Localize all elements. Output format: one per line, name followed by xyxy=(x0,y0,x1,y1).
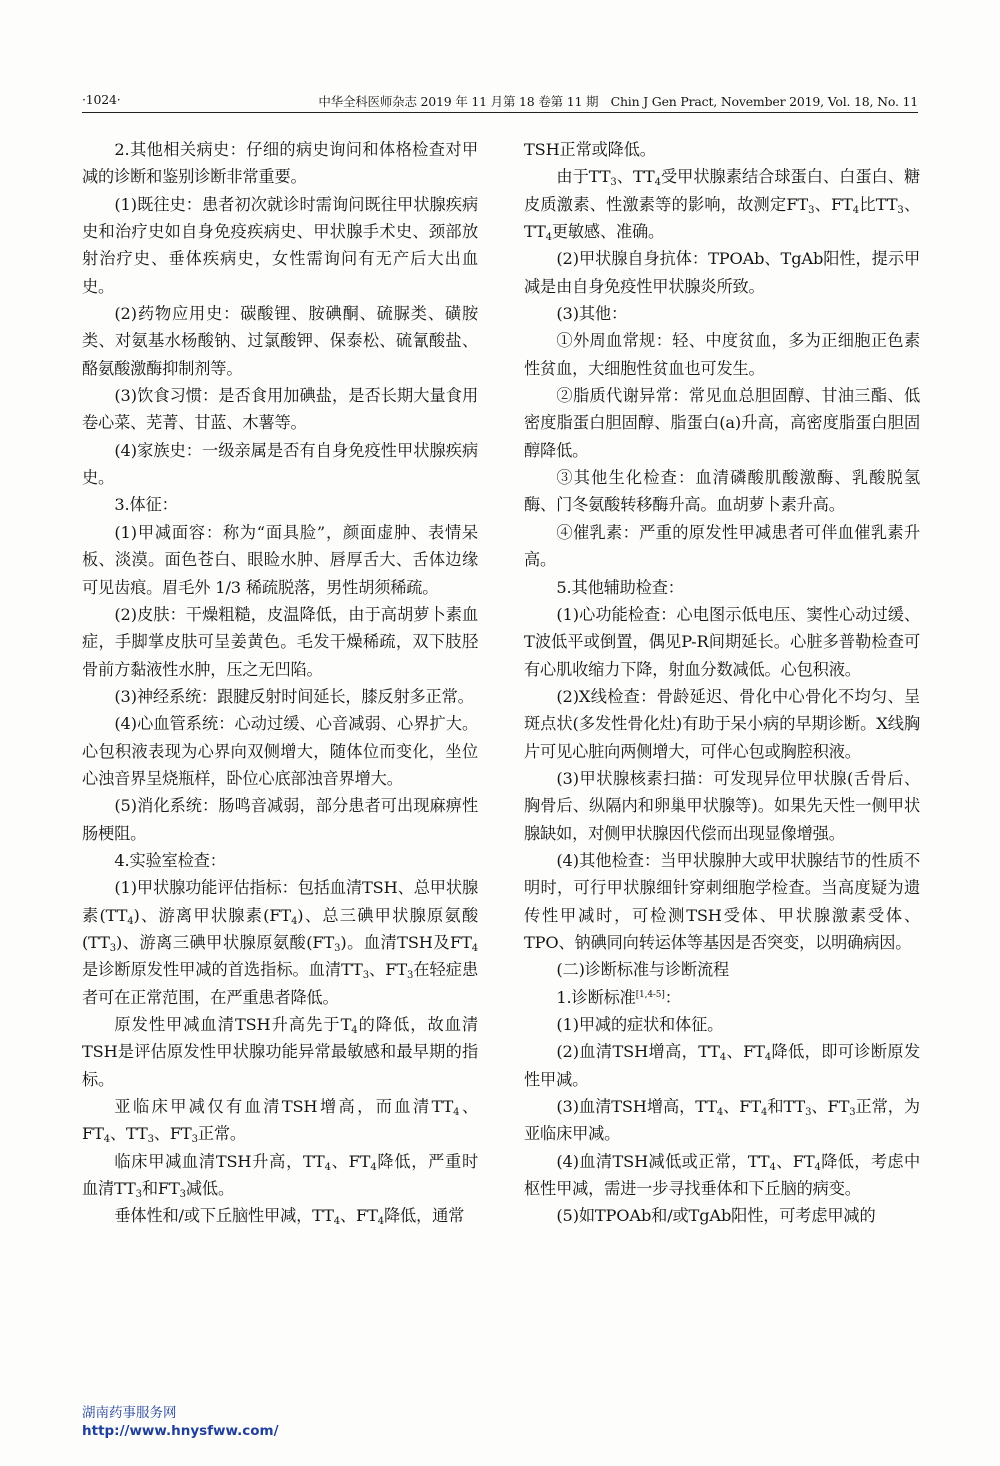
paragraph: (1)甲状腺功能评估指标：包括血清TSH、总甲状腺素$(TT_4)$、游离甲状腺素$(FT_4)$、总三碘甲状腺原氨酸$(TT_3)$、游离三碘甲状腺原氨酸$(FT_3)$。血清TSH及$FT_4$是诊断原发性甲减的首选指标。血清$TT_3$、$FT_3$在轻症患者可在正常范围，在严重患者降低。 xyxy=(82,878,478,1007)
watermark-footer xyxy=(82,1404,279,1440)
paragraph: 1.诊断标准[1,4-5]： xyxy=(556,987,681,1007)
paragraph: (2)血清TSH增高，$TT_4$、$FT_4$降低，即可诊断原发性甲减。 xyxy=(524,1042,920,1089)
paragraph: 垂体性和/或下丘脑性甲减，$TT_4$、$FT_4$降低，通常 xyxy=(114,1206,465,1228)
paragraph: (1)心功能检查：心电图示低电压、窦性心动过缓、T波低平或倒置，偶见P-R间期延长。心脏多普勒检查可有心肌收缩力下降，射血分数减低。心包积液。 xyxy=(524,604,920,679)
paragraph: (二)诊断标准与诊断流程 xyxy=(556,960,730,980)
paragraph: (5)如TPOAb和/或TgAb阳性，可考虑甲减的 xyxy=(556,1206,876,1226)
page-number: ·1024· xyxy=(82,92,121,107)
paragraph: (1)甲减面容：称为“面具脸”，颜面虚肿、表情呆板、淡漠。面色苍白、眼睑水肿、唇厚舌大、舌体边缘可见齿痕。眉毛外 1/3 稀疏脱落，男性胡须稀疏。 xyxy=(82,522,478,597)
paragraph: (1)既往史：患者初次就诊时需询问既往甲状腺疾病史和治疗史如自身免疫疾病史、甲状腺手术史、颈部放射治疗史、垂体疾病史，女性需询问有无产后大出血史。 xyxy=(82,194,478,296)
left-text-column xyxy=(82,136,478,1230)
right-text-column xyxy=(524,136,920,1230)
paragraph: 3.体征： xyxy=(114,495,178,515)
paragraph: 由于$TT_3$、$TT_4$受甲状腺素结合球蛋白、白蛋白、糖皮质激素、性激素等的影响，故测定$FT_3$、$FT_4$比$TT_3$、$TT_4$更敏感、准确。 xyxy=(524,167,920,244)
site-url[interactable]: http://www.hnysfww.com/ xyxy=(82,1423,279,1439)
paragraph: 2.其他相关病史：仔细的病史询问和体格检查对甲减的诊断和鉴别诊断非常重要。 xyxy=(82,140,478,187)
paragraph: 原发性甲减血清TSH升高先于$T_4$的降低，故血清TSH是评估原发性甲状腺功能异常最敏感和最早期的指标。 xyxy=(82,1015,478,1089)
paragraph: (4)家族史：一级亲属是否有自身免疫性甲状腺疾病史。 xyxy=(82,440,478,488)
paragraph: (4)其他检查：当甲状腺肿大或甲状腺结节的性质不明时，可行甲状腺细针穿刺细胞学检查。当高度疑为遗传性甲减时，可检测TSH受体、甲状腺激素受体、TPO、钠碘同向转运体等基因是否突变，以明确病因。 xyxy=(524,850,920,952)
paragraph: 5.其他辅助检查： xyxy=(556,577,684,597)
paragraph: ①外周血常规：轻、中度贫血，多为正细胞正色素性贫血，大细胞性贫血也可发生。 xyxy=(524,331,920,378)
paragraph: (3)神经系统：跟腱反射时间延长，膝反射多正常。 xyxy=(114,686,474,706)
paragraph: (3)血清TSH增高，$TT_4$、$FT_4$和$TT_3$、$FT_3$正常，为亚临床甲减。 xyxy=(524,1097,920,1144)
paragraph: (1)甲减的症状和体征。 xyxy=(556,1015,724,1034)
paragraph: TSH正常或降低。 xyxy=(524,140,656,159)
paragraph: (2)皮肤：干燥粗糙，皮温降低，由于高胡萝卜素血症，手脚掌皮肤可呈姜黄色。毛发干燥稀疏，双下肢胫骨前方黏液性水肿，压之无凹陷。 xyxy=(82,604,478,679)
paragraph: (3)其他： xyxy=(556,304,627,324)
paragraph: (2)X线检查：骨龄延迟、骨化中心骨化不均匀、呈斑点状(多发性骨化灶)有助于呆小病的早期诊断。X线胸片可见心脏向两侧增大，可伴心包或胸腔积液。 xyxy=(524,686,920,761)
paragraph: (2)甲状腺自身抗体：TPOAb、TgAb阳性，提示甲减是由自身免疫性甲状腺炎所致。 xyxy=(524,249,920,296)
paragraph: ③其他生化检查：血清磷酸肌酸激酶、乳酸脱氢酶、门冬氨酸转移酶升高。血胡萝卜素升高。 xyxy=(524,468,920,515)
paragraph: 临床甲减血清TSH升高，$TT_4$、$FT_4$降低，严重时血清$TT_3$和$FT_3$减低。 xyxy=(82,1151,478,1201)
journal-running-head: 中华全科医师杂志 2019 年 11 月第 18 卷第 11 期 Chin J Gen Pract, November 2019, Vol. 18, No. 11 xyxy=(318,94,918,109)
paragraph: 4.实验室检查： xyxy=(114,850,226,870)
paragraph: 亚临床甲减仅有血清TSH增高，而血清$TT_4$、$FT_4$、$TT_3$、$FT_3$正常。 xyxy=(82,1097,478,1146)
paragraph: ②脂质代谢异常：常见血总胆固醇、甘油三酯、低密度脂蛋白胆固醇、脂蛋白(a)升高，高密度脂蛋白胆固醇降低。 xyxy=(524,386,920,460)
paragraph: (4)心血管系统：心动过缓、心音减弱、心界扩大。心包积液表现为心界向双侧增大，随体位而变化，坐位心浊音界呈烧瓶样，卧位心底部浊音界增大。 xyxy=(82,714,478,788)
paragraph: (4)血清TSH减低或正常，$TT_4$、$FT_4$降低，考虑中枢性甲减，需进一步寻找垂体和下丘脑的病变。 xyxy=(524,1151,920,1199)
page-header xyxy=(82,90,918,113)
paragraph: (3)甲状腺核素扫描：可发现异位甲状腺(舌骨后、胸骨后、纵隔内和卵巢甲状腺等)。如果先天性一侧甲状腺缺如，对侧甲状腺因代偿而出现显像增强。 xyxy=(524,768,920,843)
site-name: 湖南药事服务网 xyxy=(82,1405,177,1421)
paragraph: (3)饮食习惯：是否食用加碘盐，是否长期大量食用卷心菜、芜菁、甘蓝、木薯等。 xyxy=(82,386,478,433)
paragraph: ④催乳素：严重的原发性甲减患者可伴血催乳素升高。 xyxy=(524,522,920,570)
paragraph: (5)消化系统：肠鸣音减弱，部分患者可出现麻痹性肠梗阻。 xyxy=(82,796,478,843)
paragraph: (2)药物应用史：碳酸锂、胺碘酮、硫脲类、磺胺类、对氨基水杨酸钠、过氯酸钾、保泰松、硫氰酸盐、酪氨酸激酶抑制剂等。 xyxy=(82,304,478,378)
